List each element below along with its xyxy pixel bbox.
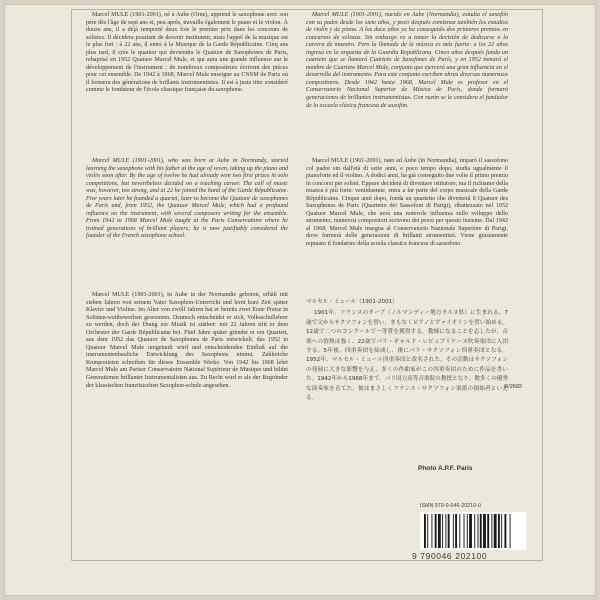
- barcode-bar: [480, 514, 482, 548]
- barcode-bars: [420, 512, 526, 550]
- barcode-bar: [459, 514, 460, 548]
- barcode-bar: [504, 514, 506, 548]
- barcode-bar: [453, 514, 454, 548]
- catalog-code: R/2682: [504, 384, 522, 390]
- barcode-bar: [494, 514, 497, 548]
- barcode-number: 9 790046 202100: [412, 551, 488, 561]
- barcode-bar: [424, 514, 426, 548]
- barcode-bar: [483, 514, 486, 548]
- paragraph-italian: Marcel MULE (1901-2001), nato ad Aube (in Normandia), imparò il sassofono col padre sin dall'età di sette anni, e poco tempo dopo, studia ugualmente il pianoforte ed il violino. A dodici anni, ha già conseguito due volte il primo premio in concorsi per solisti. Eppure deciderà di diventare istitutore, ma il richiamo della musica è più forte: ventiduenne, entra a far parte del corpo musicale della Garde Républicaine. Cinque anni dopo, fonda un quartetto che diventerà il Quatuor des Saxophones de Paris (Quartetto dei Sassofoni di Parigi), ribattezzato nel 1952 Quatuor Marcel Mule, che avrà una notevole influenza sullo sviluppo dello strumento; numerosi compositori scrivono dei pezzi per questo insieme. Dal 1942 al 1968, Marcel Mule insegna al Conservatorio Nazionale Superiore di Parigi, dove formerà delle generazioni di brillanti strumentisti. Viene giustamente reputato il fondatore della scuola classica francese di sassofono.: [306, 158, 508, 248]
- paragraph-spanish: Marcel MULE (1901-2001), nacido en Aube (Normandía), estudia el saxofón con su padre desde los siete años, y poco después comienza también los estudios de violín y de piano. A los doce años ya ha conseguido dos primeros premios en concursos de solistas. Sin embargo va a tomar la decisión de dedicarse a la carrera de maestro. Pero la llamada de la música es más fuerte: a los 22 años ingresa en la orquesta de la Guardia Republicana. Cinco años después funda un cuarteto que se llamará Cuarteto de Saxofones de París, y en 1952 tomará el nombre de Cuarteto Marcel Mule, conjunto que ejercerá una gran influencia en el desarrollo del instrumento. Para este conjunto escriben obras diversas numerosos compositores. Desde 1942 hasta 1968, Marcel Mule es profesor en el Conservatorio Nacional Superior de Música de París, donde formará generaciones de brillantes instrumentistas. Con razón se le considera el fundador de la escuela clásica francesa de saxofón.: [306, 12, 508, 109]
- barcode-bar: [501, 514, 502, 548]
- paragraph-french: Marcel MULE (1901-2001), né à Aube (Orne), apprend le saxophone avec son père dès l'âge de sept ans et, peu après, travaille également le piano et le violon. À douze ans, il a déjà remporté deux fois le premier prix dans les concours de solistes. Il décidera pourtant de devenir instituteur, mais l'appel de la musique est le plus fort : à 22 ans, il entre à la Musique de la Garde Républicaine. Cinq ans plus tard, il crée le quatuor qui deviendra le Quatuor de Saxophones de Paris, rebaptisé en 1952 Quatuor Marcel Mule, et qui aura une grande influence sur le développement de l'instrument ; de nombreux compositeurs écrivent des pièces pour cet ensemble. De 1942 à 1968, Marcel Mule enseigne au CNSM de Paris où il formera des générations de brillants instrumentistes. Il est à juste titre considéré comme le fondateur de l'école classique française du saxophone.: [86, 12, 288, 94]
- barcode-bar: [487, 514, 489, 548]
- barcode-bar: [431, 514, 432, 548]
- barcode-bar: [438, 514, 441, 548]
- barcode: [420, 512, 526, 550]
- paragraph-german: Marcel MULE (1901-2001), in Aube in der Normandie geboren, erhält mit sieben Jahren von seinem Vater Saxophon-Unterricht und lernt kurz Zeit später Klavier und Violine. Im Alter von zwölf Jahren hat er bereits zwei Erste Preise in Solisten-wettbewerben gewonnen. Dennoch entscheidet er sich, Volksschullehrer zu werden, doch der Drang zur Musik ist stärker: mit 22 Jahren tritt er dem Orchester der Garde Républicaine bei. Fünf Jahre später gründet er ein Quartett, aus dem 1952 das Quatuor de Saxophones de Paris entwickelt. das 1952 in Quatuor Marcel Mule umgetauft wird und entscheidenden Einfluß auf die instrumentenbauliche Entwicklung des Saxophons nimmt. Zahlreiche Komponisten schreiben für dieses Ensemble Werke. Von 1942 bis 1968 lehrt Marcel Mule am Pariser Conservatoire National Supérieur de Musique und bildet Generationen brillanter Instrumentalisten aus. Zu Recht wird er als der Begründer der klassischen französischen Saxophon-schule angesehen.: [86, 292, 288, 389]
- barcode-bar: [478, 514, 479, 548]
- barcode-bar: [455, 514, 457, 548]
- barcode-bar: [442, 514, 443, 548]
- photo-credit: Photo A.P.F. Paris: [418, 465, 473, 472]
- barcode-bar: [474, 514, 475, 548]
- barcode-bar: [467, 514, 468, 548]
- barcode-bar: [469, 514, 472, 548]
- barcode-bar: [448, 514, 450, 548]
- barcode-bar: [510, 514, 511, 548]
- barcode-bar: [498, 514, 500, 548]
- japanese-title: マルセル・ミュール（1901-2001）: [306, 299, 398, 305]
- barcode-bar: [427, 514, 428, 548]
- barcode-bar: [435, 514, 437, 548]
- paragraph-english: Marcel MULE (1901-2001), who was born at Aube in Normandy, started learning the saxophone with his father at the age of seven, taking up the piano and violin soon after. By the age of twelve he had already won two first prizes in solo competitions, but nevertheless decided on a teaching career. The call of music was, however, too strong, and at 22 he joined the band of the Garde Républicaine. Five years later he founded a quartet, later to become the Quatuor de saxophones de Paris and, from 1952, the Quatuor Marcel Mule, which had a profound influence on the instrument, with several composers writing for the ensemble. From 1942 to 1968 Marcel Mule taught at the Paris Conservatoire where he trained generations of brilliant players; he is now justifiably considered the founder of the French saxophone school.: [86, 158, 288, 240]
- japanese-body: 1901年、フランスのオーブ（ノルマンディー地方オルヌ県）に生まれる。7歳で父からサクソフォンを習い、まもなくピアノとヴァイオリンを習い始める。12歳で二つのコンクールで一等賞を獲得する。教師になることを志したが、音楽への情熱は強く、22歳でパリ・ギャルド・レピュブリケーヌ吹奏楽団に入団する。5年後、四重奏団を結成し、後にパリ・サクソフォン四重奏団となる。1952年、マルセル・ミュール四重奏団と改名された。その活動はサクソフォンの発展に大きな影響を与え、多くの作曲家がこの四重奏団のために作品を書いた。1942年から1968年まで、パリ国立高等音楽院の教授となり、数多くの優秀な演奏家を育てた。彼はまさしくフランス・サクソフォン楽派の創始者といえる。: [306, 310, 508, 402]
- ismn-number: ISMN 979-0-046-20210-0: [420, 503, 482, 509]
- barcode-bar: [464, 514, 465, 548]
- barcode-bar: [445, 514, 446, 548]
- barcode-bar: [491, 514, 492, 548]
- paragraph-japanese: [306, 298, 508, 403]
